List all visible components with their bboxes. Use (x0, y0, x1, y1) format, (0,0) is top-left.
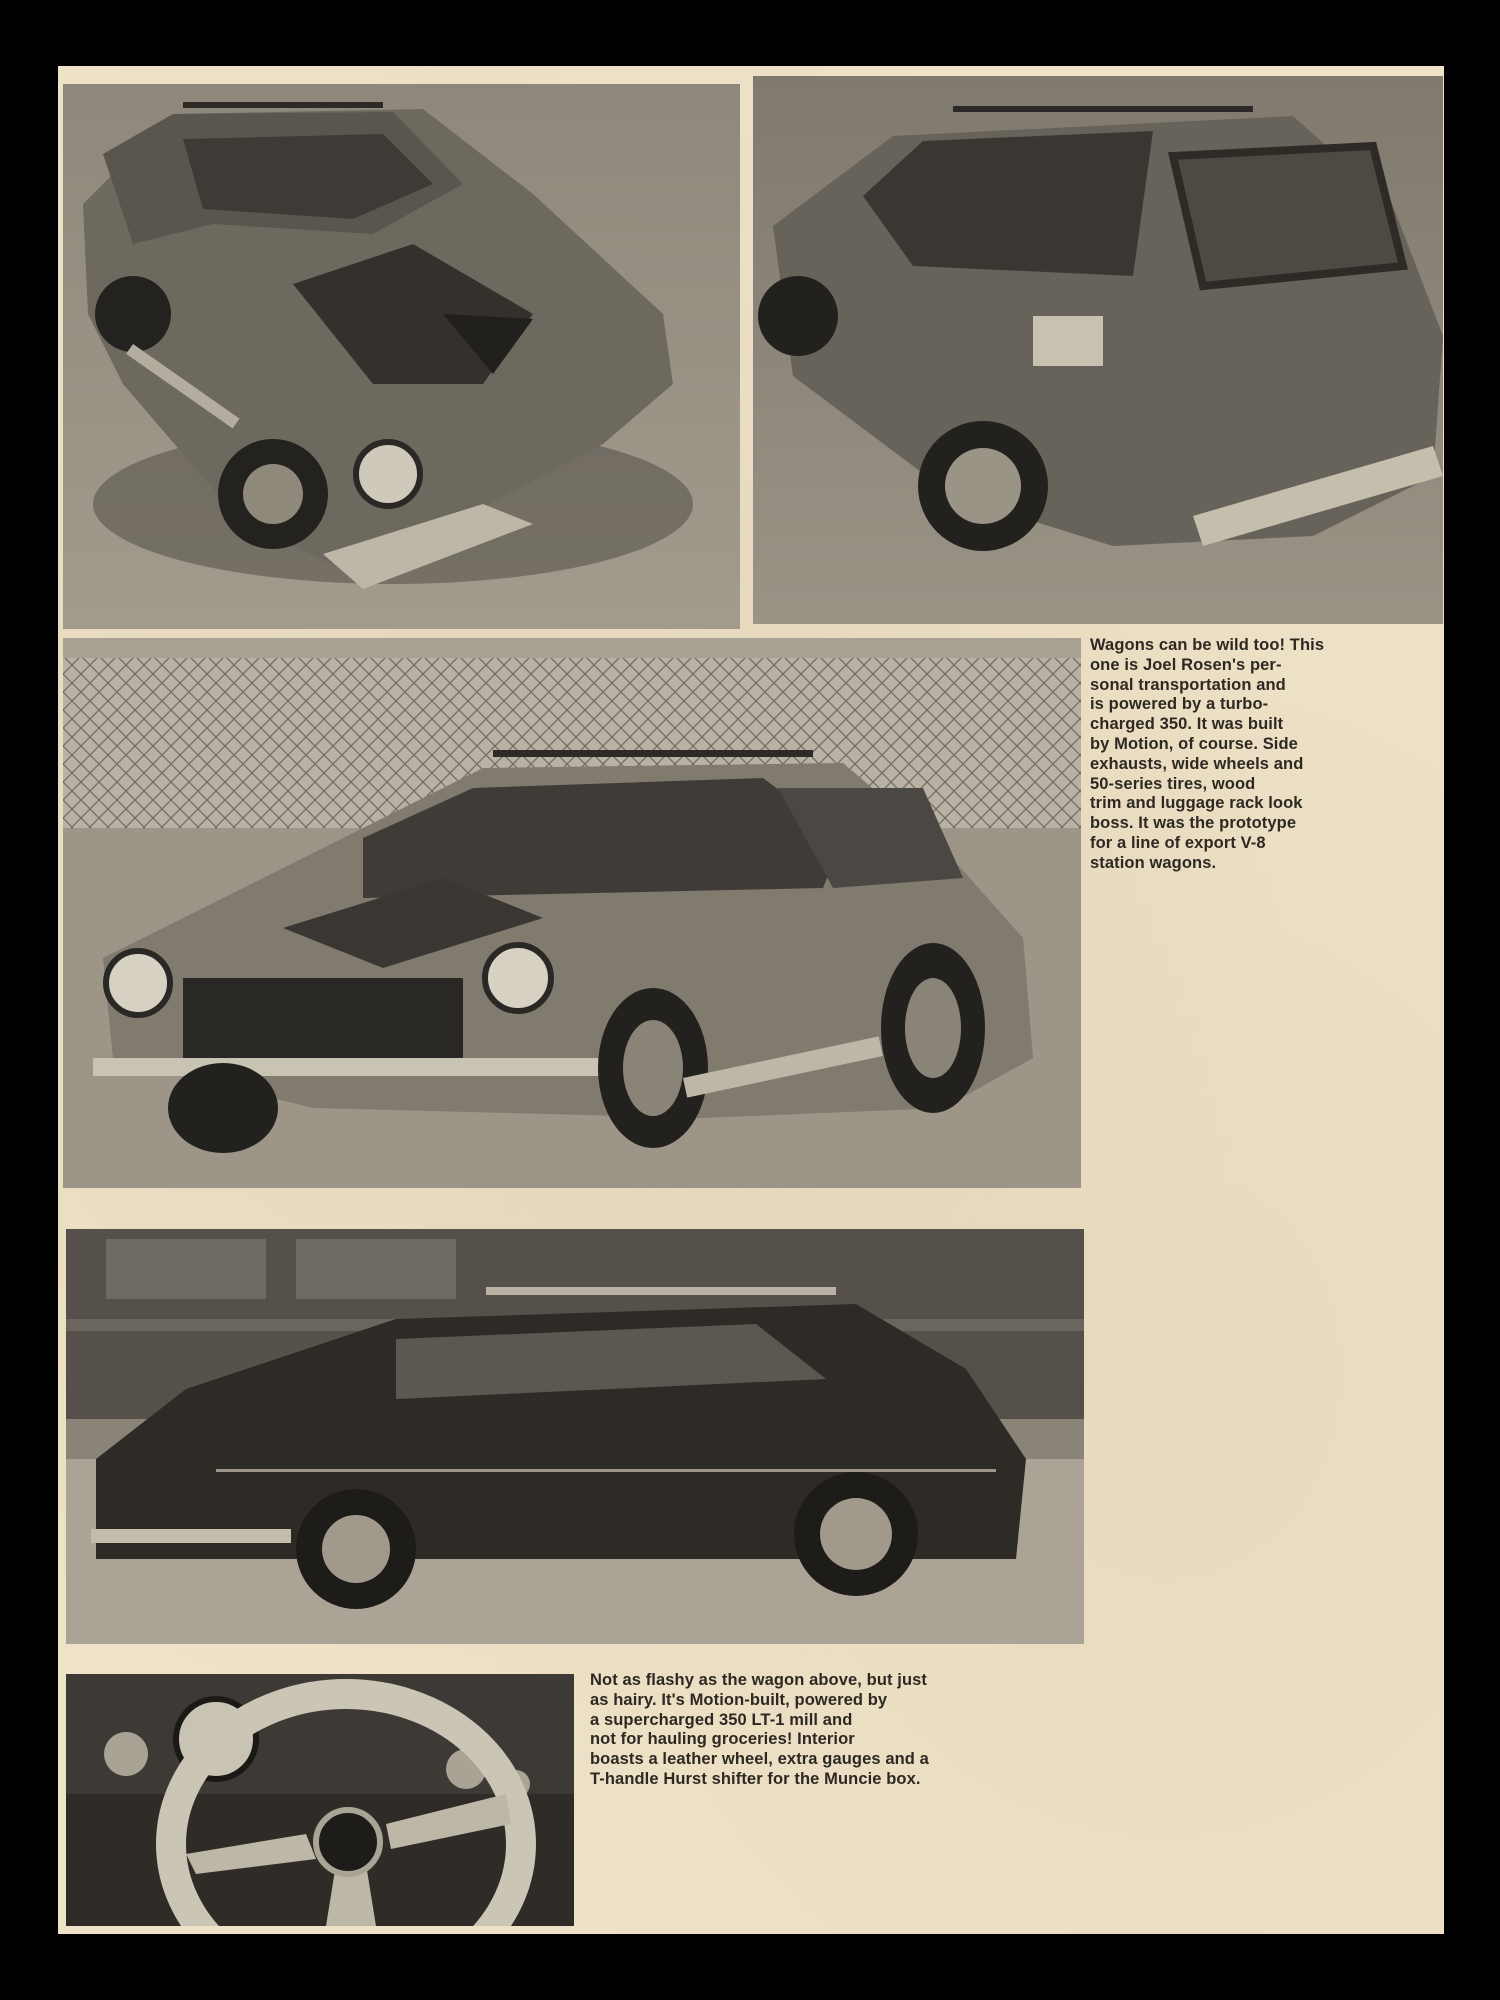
caption-line: 50-series tires, wood (1090, 774, 1256, 793)
photo-dark-wagon-side-motion (66, 1229, 1084, 1644)
caption-line: exhausts, wide wheels and (1090, 754, 1304, 773)
caption-line: station wagons. (1090, 853, 1217, 872)
magazine-page (58, 66, 1444, 1934)
photo-wagon-front-side-exhausts (63, 638, 1081, 1188)
caption-line: by Motion, of course. Side (1090, 734, 1298, 753)
caption-line: not for hauling groceries! Interior (590, 1730, 855, 1749)
car-photo-illustration (63, 638, 1081, 1188)
caption-hairy-wagon-description (590, 1671, 929, 1790)
car-photo-illustration (753, 76, 1443, 624)
caption-line: Wagons can be wild too! This (1090, 636, 1325, 654)
caption-line: is powered by a turbo- (1090, 695, 1269, 714)
caption-line: trim and luggage rack look (1090, 794, 1303, 813)
caption-line: T-handle Hurst shifter for the Muncie box. (590, 1769, 921, 1788)
caption-line: charged 350. It was built (1090, 715, 1284, 734)
caption-line: sonal transportation and (1090, 675, 1286, 694)
caption-line: boss. It was the prototype (1090, 814, 1297, 833)
caption-line: Not as flashy as the wagon above, but just (590, 1671, 928, 1689)
car-photo-illustration (66, 1674, 574, 1926)
photo-interior-steering-wheel (66, 1674, 574, 1926)
caption-line: one is Joel Rosen's per- (1090, 655, 1282, 674)
car-photo-illustration (66, 1229, 1084, 1644)
photo-wagon-front-hood-scoop (63, 84, 740, 629)
caption-line: boasts a leather wheel, extra gauges and a (590, 1750, 929, 1769)
caption-wagon-description (1090, 636, 1324, 874)
caption-line: a supercharged 350 LT-1 mill and (590, 1710, 853, 1729)
caption-line: for a line of export V-8 (1090, 833, 1266, 852)
car-photo-illustration (63, 84, 740, 629)
photo-wagon-rear-three-quarter (753, 76, 1443, 624)
caption-line: as hairy. It's Motion-built, powered by (590, 1690, 888, 1709)
